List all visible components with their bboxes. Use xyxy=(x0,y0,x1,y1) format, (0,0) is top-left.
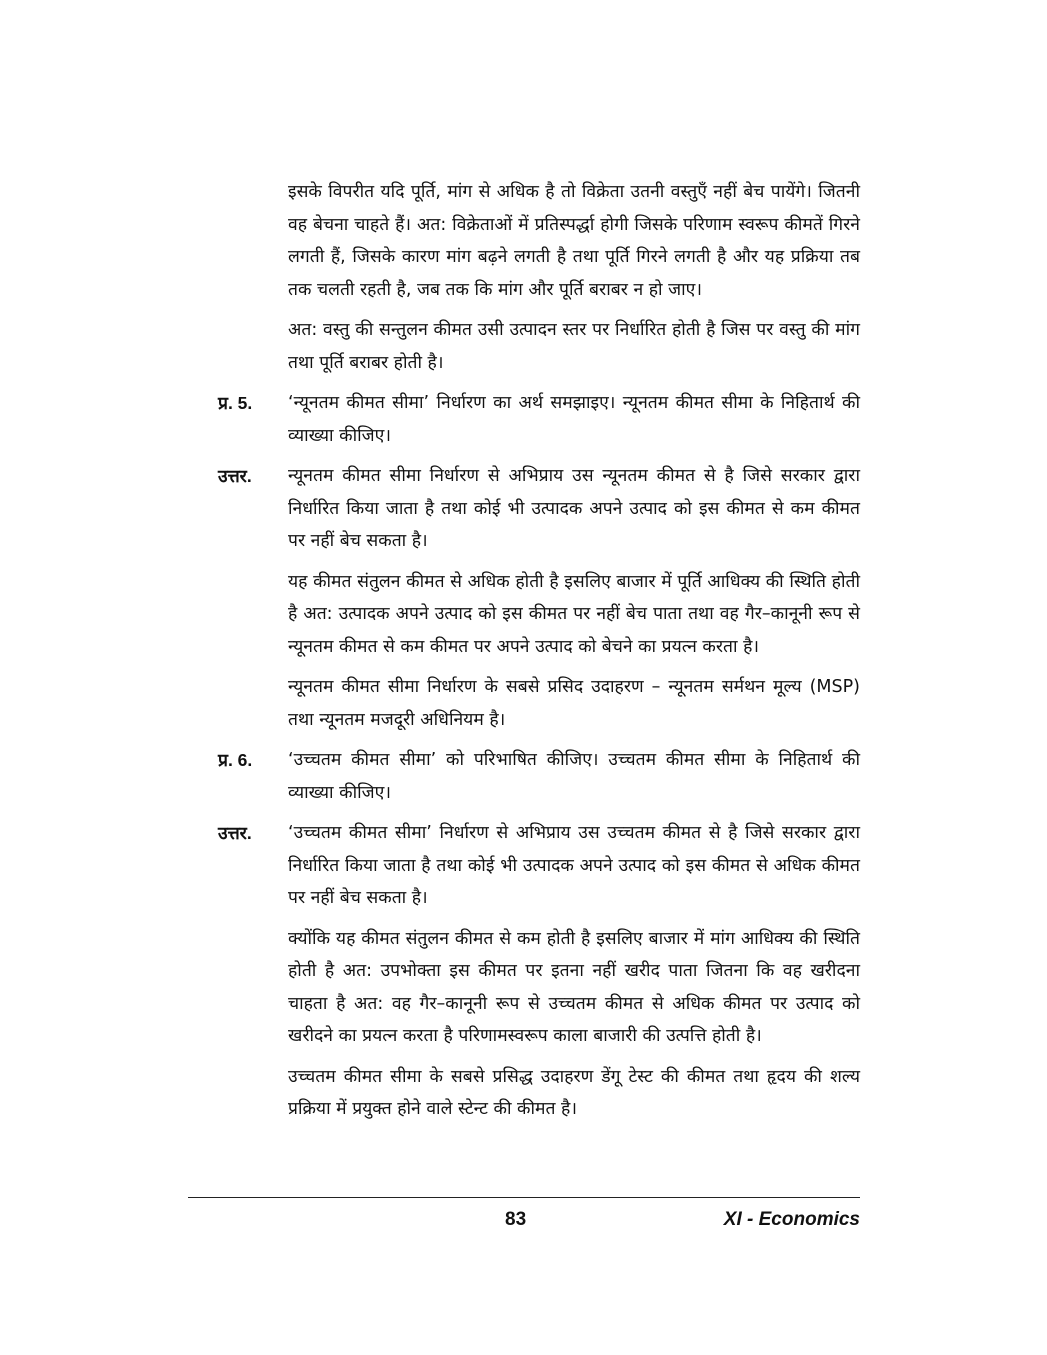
footer-title: XI - Economics xyxy=(723,1209,860,1230)
question-6 xyxy=(218,744,860,809)
page-number: 83 xyxy=(505,1209,527,1230)
answer-text: न्यूनतम कीमत सीमा निर्धारण से अभिप्राय उस न्यूनतम कीमत से है जिसे सरकार द्वारा निर्धारित किया जाता है तथा कोई भी उत्पादक अपने उत्पाद को इस कीमत से कम कीमत पर नहीं बेच सकता है। xyxy=(288,466,860,551)
question-5 xyxy=(218,387,860,452)
footer-divider xyxy=(188,1197,860,1198)
answer-text: उच्चतम कीमत सीमा के सबसे प्रसिद्ध उदाहरण डेंगू टेस्ट की कीमत तथा हृदय की शल्य प्रक्रिया में प्रयुक्त होने वाले स्टेन्ट की कीमत है। xyxy=(288,1066,860,1119)
question-text: ‘न्यूनतम कीमत सीमा’ निर्धारण का अर्थ समझाइए। न्यूनतम कीमत सीमा के निहितार्थ की व्याख्या कीजिए। xyxy=(288,393,860,446)
question-label: प्र. 6. xyxy=(218,750,253,770)
question-label: प्र. 5. xyxy=(218,393,253,413)
answer-label: उत्तर. xyxy=(218,466,252,486)
answer-text: न्यूनतम कीमत सीमा निर्धारण के सबसे प्रसिद उदाहरण – न्यूनतम सर्मथन मूल्य (MSP) तथा न्यूनतम मजदूरी अधिनियम है। xyxy=(288,677,860,730)
answer-label: उत्तर. xyxy=(218,823,252,843)
answer-text: यह कीमत संतुलन कीमत से अधिक होती है इसलिए बाजार में पूर्ति आधिक्य की स्थिति होती है अत: उत्पादक अपने उत्पाद को इस कीमत पर नहीं बेच पाता तथा वह गैर–कानूनी रूप से न्यूनतम कीमत से कम कीमत पर अपने उत्पाद को बेचने का प्रयत्न करता है। xyxy=(288,571,860,657)
paragraph: अत: वस्तु की सन्तुलन कीमत उसी उत्पादन स्तर पर निर्धारित होती है जिस पर वस्तु की मांग तथा पूर्ति बराबर होती है। xyxy=(288,320,860,373)
answer-6 xyxy=(218,817,860,915)
answer-5 xyxy=(218,460,860,558)
paragraph: इसके विपरीत यदि पूर्ति, मांग से अधिक है तो विक्रेता उतनी वस्तुएँ नहीं बेच पायेंगे। जितनी वह बेचना चाहते हैं। अत: विक्रेताओं में प्रतिस्पर्द्धा होगी जिसके परिणाम स्वरूप कीमतें गिरने लगती हैं, जिसके कारण मांग बढ़ने लगती है तथा पूर्ति गिरने लगती है और यह प्रक्रिया तब तक चलती रहती है, जब तक कि मांग और पूर्ति बराबर न हो जाए। xyxy=(288,182,860,300)
answer-text: ‘उच्चतम कीमत सीमा’ निर्धारण से अभिप्राय उस उच्चतम कीमत से है जिसे सरकार द्वारा निर्धारित किया जाता है तथा कोई भी उत्पादक अपने उत्पाद को इस कीमत से अधिक कीमत पर नहीं बेच सकता है। xyxy=(288,823,860,908)
question-text: ‘उच्चतम कीमत सीमा’ को परिभाषित कीजिए। उच्चतम कीमत सीमा के निहितार्थ की व्याख्या कीजिए। xyxy=(288,750,860,803)
answer-text: क्योंकि यह कीमत संतुलन कीमत से कम होती है इसलिए बाजार में मांग आधिक्य की स्थिति होती है अत: उपभोक्ता इस कीमत पर इतना नहीं खरीद पाता जितना कि वह खरीदना चाहता है अत: वह गैर–कानूनी रूप से उच्चतम कीमत से अधिक कीमत पर उत्पाद को खरीदने का प्रयत्न करता है परिणामस्वरूप काला बाजारी की उत्पत्ति होती है। xyxy=(288,928,860,1046)
page-content xyxy=(218,176,860,1134)
